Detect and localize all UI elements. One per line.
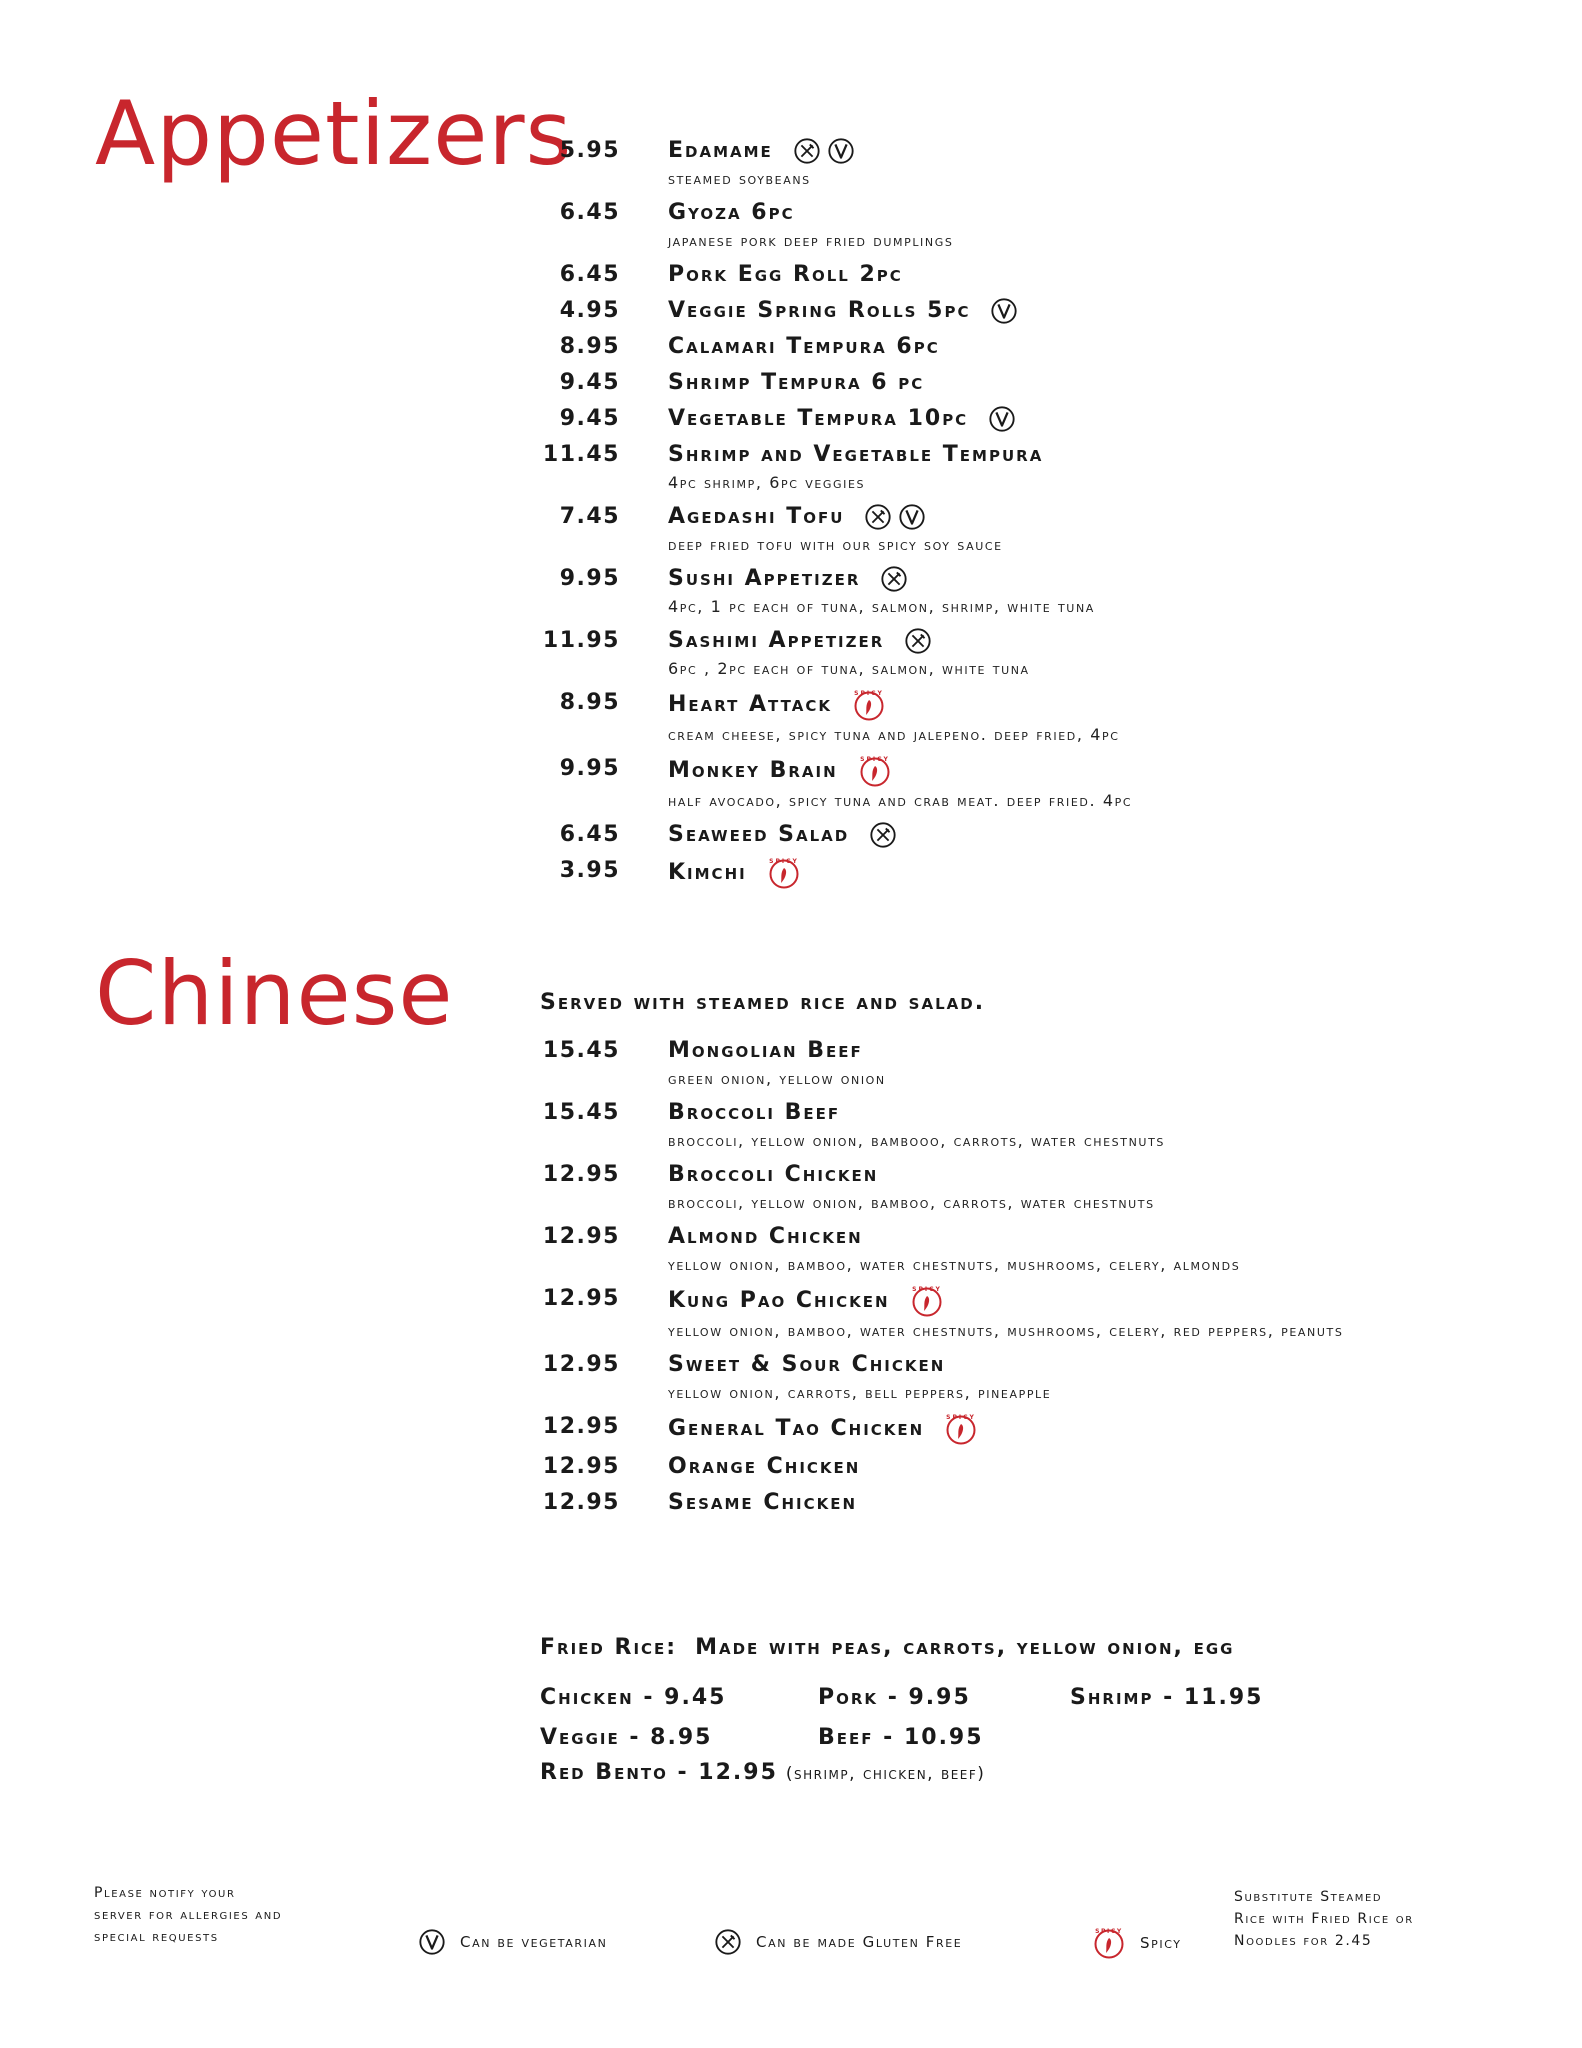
item-name: Almond Chicken <box>668 1224 863 1249</box>
allergy-note-line: Please notify your <box>94 1885 236 1901</box>
item-diet-icons <box>944 1412 978 1446</box>
spicy-icon <box>910 1284 944 1318</box>
item-price: 6.45 <box>559 200 620 225</box>
gluten-free-icon <box>880 565 908 593</box>
item-price: 12.95 <box>542 1352 620 1377</box>
menu-item <box>540 754 1540 814</box>
spicy-icon <box>852 688 886 722</box>
chinese-section <box>540 990 1540 1015</box>
item-price: 12.95 <box>542 1162 620 1187</box>
chinese-title: Chinese <box>95 942 454 1045</box>
item-price: 9.95 <box>559 756 620 781</box>
item-name: Sweet & Sour Chicken <box>668 1352 946 1377</box>
fried-rice-heading: Fried Rice: <box>540 1635 678 1660</box>
allergy-note-line: server for allergies and <box>94 1907 283 1923</box>
item-diet-icons <box>793 137 855 165</box>
menu-item <box>540 1488 1540 1518</box>
item-price: 7.45 <box>559 504 620 529</box>
item-description: japanese pork deep fried dumplings <box>668 231 954 250</box>
vegetarian-icon <box>418 1928 446 1956</box>
item-name: General Tao Chicken SPICY <box>668 1412 1540 1446</box>
item-description: green onion, yellow onion <box>668 1069 886 1088</box>
item-price: 15.45 <box>542 1100 620 1125</box>
legend-spicy <box>1092 1926 1182 1960</box>
menu-item <box>540 820 1540 850</box>
legend-vegetarian-label: Can be vegetarian <box>460 1933 608 1951</box>
item-name: Gyoza 6pc <box>668 200 795 225</box>
item-name: Kung Pao Chicken SPICY <box>668 1284 1540 1318</box>
item-description: yellow onion, bamboo, water chestnuts, mushrooms, celery, almonds <box>668 1255 1241 1274</box>
menu-item <box>540 626 1540 682</box>
svg-text:SPICY: SPICY <box>946 1414 977 1421</box>
red-bento-note: (shrimp, chicken, beef) <box>785 1764 986 1784</box>
allergy-note <box>94 1882 282 1948</box>
item-price: 5.95 <box>559 138 620 163</box>
spicy-icon-label: SPICY <box>1095 1928 1123 1935</box>
item-description: cream cheese, spicy tuna and jalepeno. deep fried, 4pc <box>668 725 1120 744</box>
vegetarian-icon <box>988 405 1016 433</box>
substitute-note-line: Rice with Fried Rice or <box>1234 1911 1414 1927</box>
item-name: Sushi Appetizer <box>668 564 1540 594</box>
gluten-free-icon <box>904 627 932 655</box>
spicy-icon <box>858 754 892 788</box>
item-price: 11.95 <box>542 628 620 653</box>
item-diet-icons <box>904 627 932 655</box>
svg-text:SPICY: SPICY <box>854 690 884 697</box>
item-diet-icons <box>767 856 801 890</box>
item-diet-icons <box>880 565 908 593</box>
menu-item <box>540 136 1540 192</box>
item-name: Veggie Spring Rolls 5pc <box>668 296 1540 326</box>
item-price: 12.95 <box>542 1490 620 1515</box>
menu-item <box>540 564 1540 620</box>
item-price: 9.45 <box>559 406 620 431</box>
item-description: 4pc, 1 pc each of tuna, salmon, shrimp, white tuna <box>668 597 1095 616</box>
item-price: 6.45 <box>559 822 620 847</box>
fried-rice-beef: Beef - 10.95 <box>818 1725 984 1750</box>
svg-text:SPICY: SPICY <box>859 756 890 763</box>
gluten-free-icon <box>869 821 897 849</box>
item-description: broccoli, yellow onion, bambooo, carrots, water chestnuts <box>668 1131 1165 1150</box>
item-price: 3.95 <box>559 858 620 883</box>
red-bento: Red Bento - 12.95 <box>540 1760 778 1785</box>
chinese-list <box>540 1036 1540 1524</box>
spicy-icon <box>1092 1926 1126 1960</box>
item-diet-icons <box>852 688 886 722</box>
item-price: 11.45 <box>542 442 620 467</box>
item-diet-icons <box>858 754 892 788</box>
substitute-note <box>1234 1886 1414 1952</box>
item-name: Seaweed Salad <box>668 820 1540 850</box>
substitute-note-line: Noodles for 2.45 <box>1234 1933 1373 1949</box>
gluten-free-icon <box>864 503 892 531</box>
item-name: Shrimp and Vegetable Tempura <box>668 442 1044 467</box>
item-price: 12.95 <box>542 1286 620 1311</box>
menu-item <box>540 440 1540 496</box>
item-name: Kimchi SPICY <box>668 856 1540 890</box>
item-diet-icons <box>869 821 897 849</box>
substitute-note-line: Substitute Steamed <box>1234 1889 1383 1905</box>
menu-item <box>540 368 1540 398</box>
svg-text:SPICY: SPICY <box>768 858 799 865</box>
item-diet-icons <box>988 405 1016 433</box>
item-price: 4.95 <box>559 298 620 323</box>
menu-item <box>540 332 1540 362</box>
menu-item <box>540 198 1540 254</box>
chinese-served-note: Served with steamed rice and salad. <box>540 990 986 1015</box>
item-name: Vegetable Tempura 10pc <box>668 404 1540 434</box>
allergy-note-line: special requests <box>94 1929 219 1945</box>
item-name: Pork Egg Roll 2pc <box>668 262 903 287</box>
item-price: 12.95 <box>542 1224 620 1249</box>
item-name: Agedashi Tofu <box>668 502 1540 532</box>
item-description: broccoli, yellow onion, bamboo, carrots, water chestnuts <box>668 1193 1155 1212</box>
item-description: yellow onion, bamboo, water chestnuts, mushrooms, celery, red peppers, peanuts <box>668 1321 1344 1340</box>
menu-item <box>540 1098 1540 1154</box>
legend-gluten-free-label: Can be made Gluten Free <box>756 1933 963 1951</box>
appetizers-list <box>540 136 1540 896</box>
item-name: Sashimi Appetizer <box>668 626 1540 656</box>
legend-gluten-free <box>714 1928 962 1956</box>
gluten-free-icon <box>793 137 821 165</box>
fried-rice-heading-desc: Made with peas, carrots, yellow onion, egg <box>695 1635 1235 1660</box>
item-name: Broccoli Beef <box>668 1100 841 1125</box>
menu-item <box>540 1284 1540 1344</box>
item-price: 8.95 <box>559 334 620 359</box>
item-name: Edamame <box>668 136 1540 166</box>
item-name: Broccoli Chicken <box>668 1162 879 1187</box>
item-diet-icons <box>910 1284 944 1318</box>
menu-item <box>540 1036 1540 1092</box>
vegetarian-icon <box>898 503 926 531</box>
spicy-icon <box>944 1412 978 1446</box>
fried-rice-veggie: Veggie - 8.95 <box>540 1725 713 1750</box>
menu-item <box>540 1350 1540 1406</box>
menu-item <box>540 1222 1540 1278</box>
fried-rice-chicken: Chicken - 9.45 <box>540 1685 727 1710</box>
item-description: yellow onion, carrots, bell peppers, pineapple <box>668 1383 1052 1402</box>
item-name: Mongolian Beef <box>668 1038 863 1063</box>
item-price: 9.95 <box>559 566 620 591</box>
menu-item <box>540 502 1540 558</box>
menu-item <box>540 1412 1540 1446</box>
spicy-icon <box>767 856 801 890</box>
item-price: 9.45 <box>559 370 620 395</box>
fried-rice-shrimp: Shrimp - 11.95 <box>1070 1685 1264 1710</box>
menu-item <box>540 1160 1540 1216</box>
menu-item <box>540 688 1540 748</box>
gluten-free-icon <box>714 1928 742 1956</box>
item-price: 8.95 <box>559 690 620 715</box>
menu-item <box>540 260 1540 290</box>
item-price: 12.95 <box>542 1454 620 1479</box>
vegetarian-icon <box>990 297 1018 325</box>
item-description: half avocado, spicy tuna and crab meat. deep fried. 4pc <box>668 791 1133 810</box>
legend-spicy-label: Spicy <box>1140 1934 1182 1952</box>
item-name: Heart Attack SPICY <box>668 688 1540 722</box>
item-name: Monkey Brain SPICY <box>668 754 1540 788</box>
vegetarian-icon <box>827 137 855 165</box>
fried-rice-pork: Pork - 9.95 <box>818 1685 971 1710</box>
item-price: 12.95 <box>542 1414 620 1439</box>
item-description: 6pc , 2pc each of tuna, salmon, white tuna <box>668 659 1030 678</box>
item-diet-icons <box>864 503 926 531</box>
legend-vegetarian <box>418 1928 607 1956</box>
item-description: deep fried tofu with our spicy soy sauce <box>668 535 1003 554</box>
menu-item <box>540 296 1540 326</box>
item-price: 6.45 <box>559 262 620 287</box>
item-description: 4pc shrimp, 6pc veggies <box>668 473 866 492</box>
svg-text:SPICY: SPICY <box>911 1286 942 1293</box>
appetizers-title: Appetizers <box>95 82 573 185</box>
item-name: Orange Chicken <box>668 1454 861 1479</box>
menu-item <box>540 404 1540 434</box>
item-name: Calamari Tempura 6pc <box>668 334 940 359</box>
menu-item <box>540 1452 1540 1482</box>
menu-item <box>540 856 1540 890</box>
item-name: Shrimp Tempura 6 pc <box>668 370 925 395</box>
item-name: Sesame Chicken <box>668 1490 858 1515</box>
item-price: 15.45 <box>542 1038 620 1063</box>
fried-rice-section <box>540 1628 1540 1789</box>
item-diet-icons <box>990 297 1018 325</box>
item-description: steamed soybeans <box>668 169 811 188</box>
